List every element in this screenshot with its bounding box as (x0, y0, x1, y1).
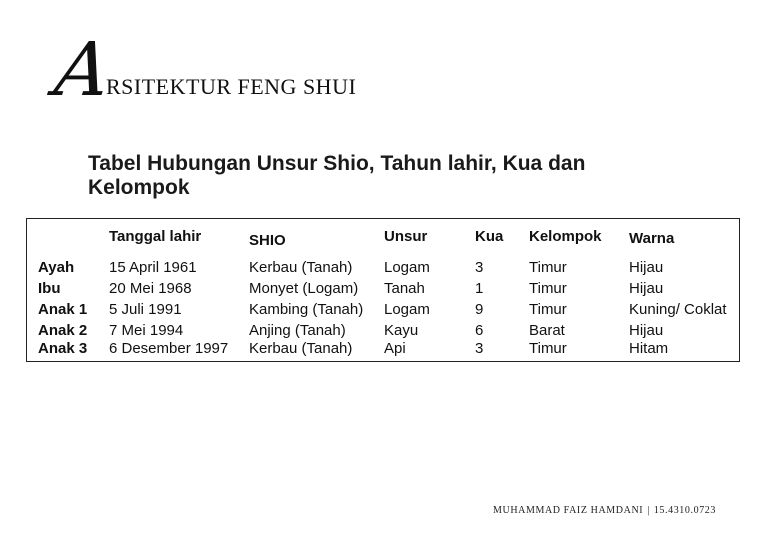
brand-initial: A (49, 27, 116, 113)
column-header-tanggal-lahir: Tanggal lahir (109, 228, 202, 245)
table-cell: Logam (384, 301, 430, 318)
table-cell: 6 (475, 322, 484, 339)
table-cell: Hijau (629, 322, 664, 339)
table-cell: 20 Mei 1968 (109, 280, 192, 297)
table-cell: Barat (529, 322, 565, 339)
table-cell: Hijau (629, 280, 664, 297)
table-cell: Timur (529, 280, 567, 297)
table-cell: Timur (529, 340, 567, 357)
table-cell: Kayu (384, 322, 419, 339)
table-cell: Logam (384, 259, 430, 276)
table-cell: 5 Juli 1991 (109, 301, 182, 318)
row-label-ibu: Ibu (38, 280, 61, 297)
table-cell: Anjing (Tanah) (249, 322, 346, 339)
column-header-shio: SHIO (249, 232, 286, 249)
table-cell: Kambing (Tanah) (249, 301, 364, 318)
footer (493, 505, 716, 516)
table-cell: 15 April 1961 (109, 259, 197, 276)
table-cell: 3 (475, 340, 484, 357)
row-label-anak-3: Anak 3 (38, 340, 88, 357)
footer-author: MUHAMMAD FAIZ HAMDANI (493, 505, 644, 516)
table-cell: 9 (475, 301, 484, 318)
column-header-kelompok: Kelompok (529, 228, 602, 245)
table-cell: Kuning/ Coklat (629, 301, 727, 318)
table-cell: Kerbau (Tanah) (249, 259, 353, 276)
table-cell: Api (384, 340, 406, 357)
table-cell: 1 (475, 280, 484, 297)
table-cell: Timur (529, 301, 567, 318)
column-header-unsur: Unsur (384, 228, 428, 245)
footer-student-id: 15.4310.0723 (653, 505, 717, 516)
table-cell: Monyet (Logam) (249, 280, 359, 297)
table-cell: Kerbau (Tanah) (249, 340, 353, 357)
table-cell: Hijau (629, 259, 664, 276)
document-title: Tabel Hubungan Unsur Shio, Tahun lahir, Kua dan Kelompok (88, 152, 586, 199)
column-header-kua: Kua (475, 228, 504, 245)
footer-separator: | (647, 505, 650, 516)
data-table (26, 218, 740, 362)
row-label-anak-1: Anak 1 (38, 301, 88, 318)
table-cell: 6 Desember 1997 (109, 340, 229, 357)
table-cell: Timur (529, 259, 567, 276)
table-cell: 3 (475, 259, 484, 276)
row-label-anak-2: Anak 2 (38, 322, 88, 339)
row-label-ayah: Ayah (38, 259, 75, 276)
table-cell: Hitam (629, 340, 669, 357)
column-header-warna: Warna (629, 230, 675, 247)
table-cell: Tanah (384, 280, 425, 297)
brand-title: RSITEKTUR FENG SHUI (106, 74, 357, 99)
table-cell: 7 Mei 1994 (109, 322, 184, 339)
